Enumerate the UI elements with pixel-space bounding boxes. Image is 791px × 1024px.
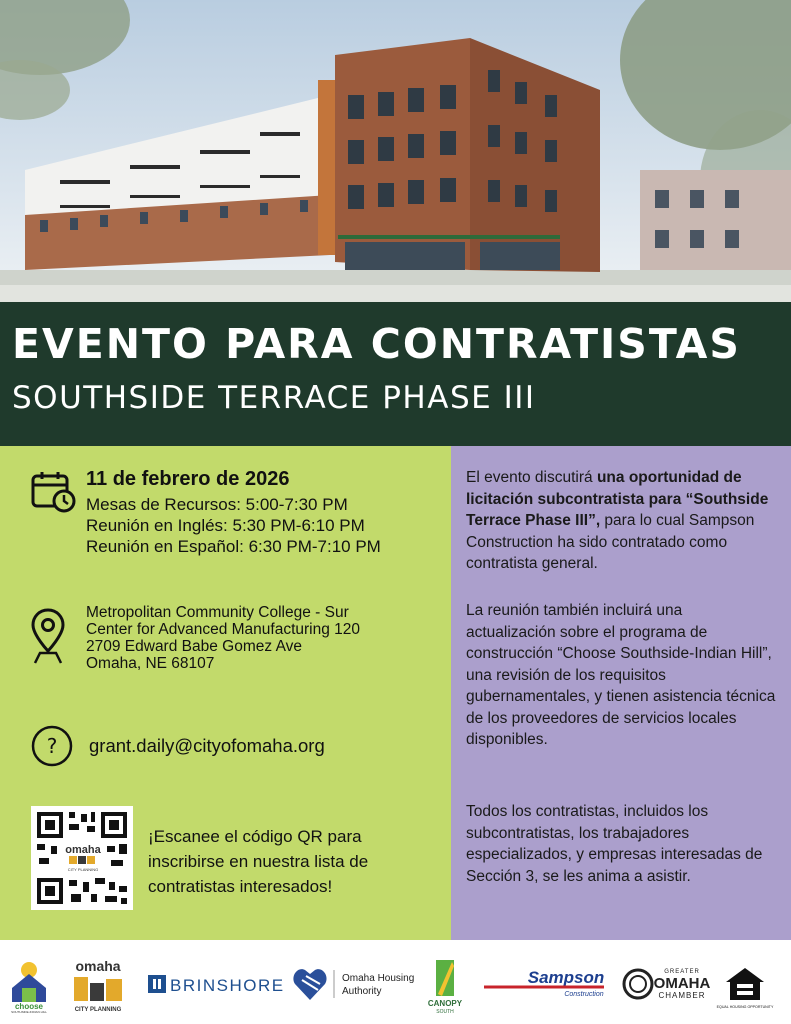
description-paragraph-1 bbox=[466, 467, 776, 575]
event-address bbox=[86, 604, 360, 672]
event-date: 11 de febrero de 2026 bbox=[86, 468, 290, 490]
address-line-2: Center for Advanced Manufacturing 120 bbox=[86, 621, 361, 638]
chamber-top-text: GREATER bbox=[664, 969, 700, 975]
calendar-clock-icon bbox=[31, 470, 77, 519]
event-schedule bbox=[86, 494, 381, 557]
omaha-housing-authority-logo bbox=[292, 964, 414, 1004]
chamber-sub-text: CHAMBER bbox=[658, 991, 706, 1000]
hero-building-rendering bbox=[0, 0, 791, 302]
omaha-text: omaha bbox=[75, 958, 121, 974]
qr-instructions bbox=[148, 824, 368, 899]
qr-text-line-2: inscribirse en nuestra lista de bbox=[148, 852, 369, 871]
question-icon bbox=[30, 724, 74, 773]
housing-text-1: Omaha Housing bbox=[342, 973, 415, 984]
qr-text-line-1: ¡Escanee el código QR para bbox=[148, 827, 362, 846]
qr-code[interactable] bbox=[31, 806, 133, 910]
schedule-resources: Mesas de Recursos: 5:00-7:30 PM bbox=[86, 495, 348, 514]
p1-intro: El evento discutirá bbox=[466, 469, 597, 486]
description-paragraph-2: La reunión también incluirá una actualización sobre el programa de construcción “Choose Southside-Indian Hill”, una revisión de los requisitos gubernamentales, y tienen asistencia técnica de los proveedores de servicios locales disponibles. bbox=[466, 602, 776, 748]
schedule-spanish: Reunión en Español: 6:30 PM-7:10 PM bbox=[86, 537, 381, 556]
greater-omaha-chamber-logo bbox=[622, 966, 712, 1002]
address-line-3: 2709 Edward Babe Gomez Ave bbox=[86, 638, 302, 655]
sampson-text: Sampson bbox=[527, 968, 605, 987]
description-paragraph-3: Todos los contratistas, incluidos los subcontratistas, los trabajadores especializados, y empresas interesadas de Sección 3, se les anima a asistir. bbox=[466, 803, 763, 885]
qr-logo-text: omaha bbox=[65, 844, 101, 856]
sampson-subtext: Construction bbox=[564, 991, 604, 998]
brinshore-text: BRINSHORE bbox=[170, 976, 285, 995]
brinshore-logo bbox=[148, 972, 285, 998]
choose-subtext: SOUTHSIDE-INDIAN HILL bbox=[11, 1010, 47, 1014]
canopy-subtext: SOUTH bbox=[436, 1009, 454, 1015]
p1-highlight: una oportunidad de licitación subcontratista para “Southside Terrace Phase III”, bbox=[466, 469, 769, 529]
event-title: EVENTO PARA CONTRATISTAS bbox=[12, 320, 741, 368]
sampson-construction-logo bbox=[484, 966, 606, 998]
chamber-main-text: OMAHA bbox=[653, 975, 711, 992]
contact-email[interactable]: grant.daily@cityofomaha.org bbox=[89, 735, 325, 756]
svg-text:?: ? bbox=[46, 734, 58, 758]
canopy-south-logo bbox=[424, 956, 466, 1016]
choose-southside-logo bbox=[8, 958, 50, 1014]
eho-text: EQUAL HOUSING OPPORTUNITY bbox=[716, 1005, 774, 1009]
p1-outro: para lo cual Sampson Construction ha sido contratado como contratista general. bbox=[466, 512, 755, 572]
address-line-1: Metropolitan Community College - Sur bbox=[86, 604, 349, 621]
schedule-english: Reunión en Inglés: 5:30 PM-6:10 PM bbox=[86, 516, 365, 535]
address-line-4: Omaha, NE 68107 bbox=[86, 655, 215, 672]
title-banner bbox=[0, 302, 791, 446]
qr-text-line-3: contratistas interesados! bbox=[148, 877, 333, 896]
omaha-subtext: CITY PLANNING bbox=[74, 1007, 122, 1013]
building-illustration bbox=[0, 0, 791, 302]
canopy-text: CANOPY bbox=[427, 999, 463, 1008]
event-subtitle: SOUTHSIDE TERRACE PHASE III bbox=[12, 380, 536, 416]
equal-housing-opportunity-logo bbox=[716, 964, 774, 1010]
omaha-city-planning-logo bbox=[70, 957, 126, 1015]
qr-logo-subtext: CITY PLANNING bbox=[67, 867, 99, 872]
choose-text: choose bbox=[14, 1002, 44, 1011]
map-pin-icon bbox=[30, 607, 66, 670]
housing-text-2: Authority bbox=[342, 986, 382, 997]
